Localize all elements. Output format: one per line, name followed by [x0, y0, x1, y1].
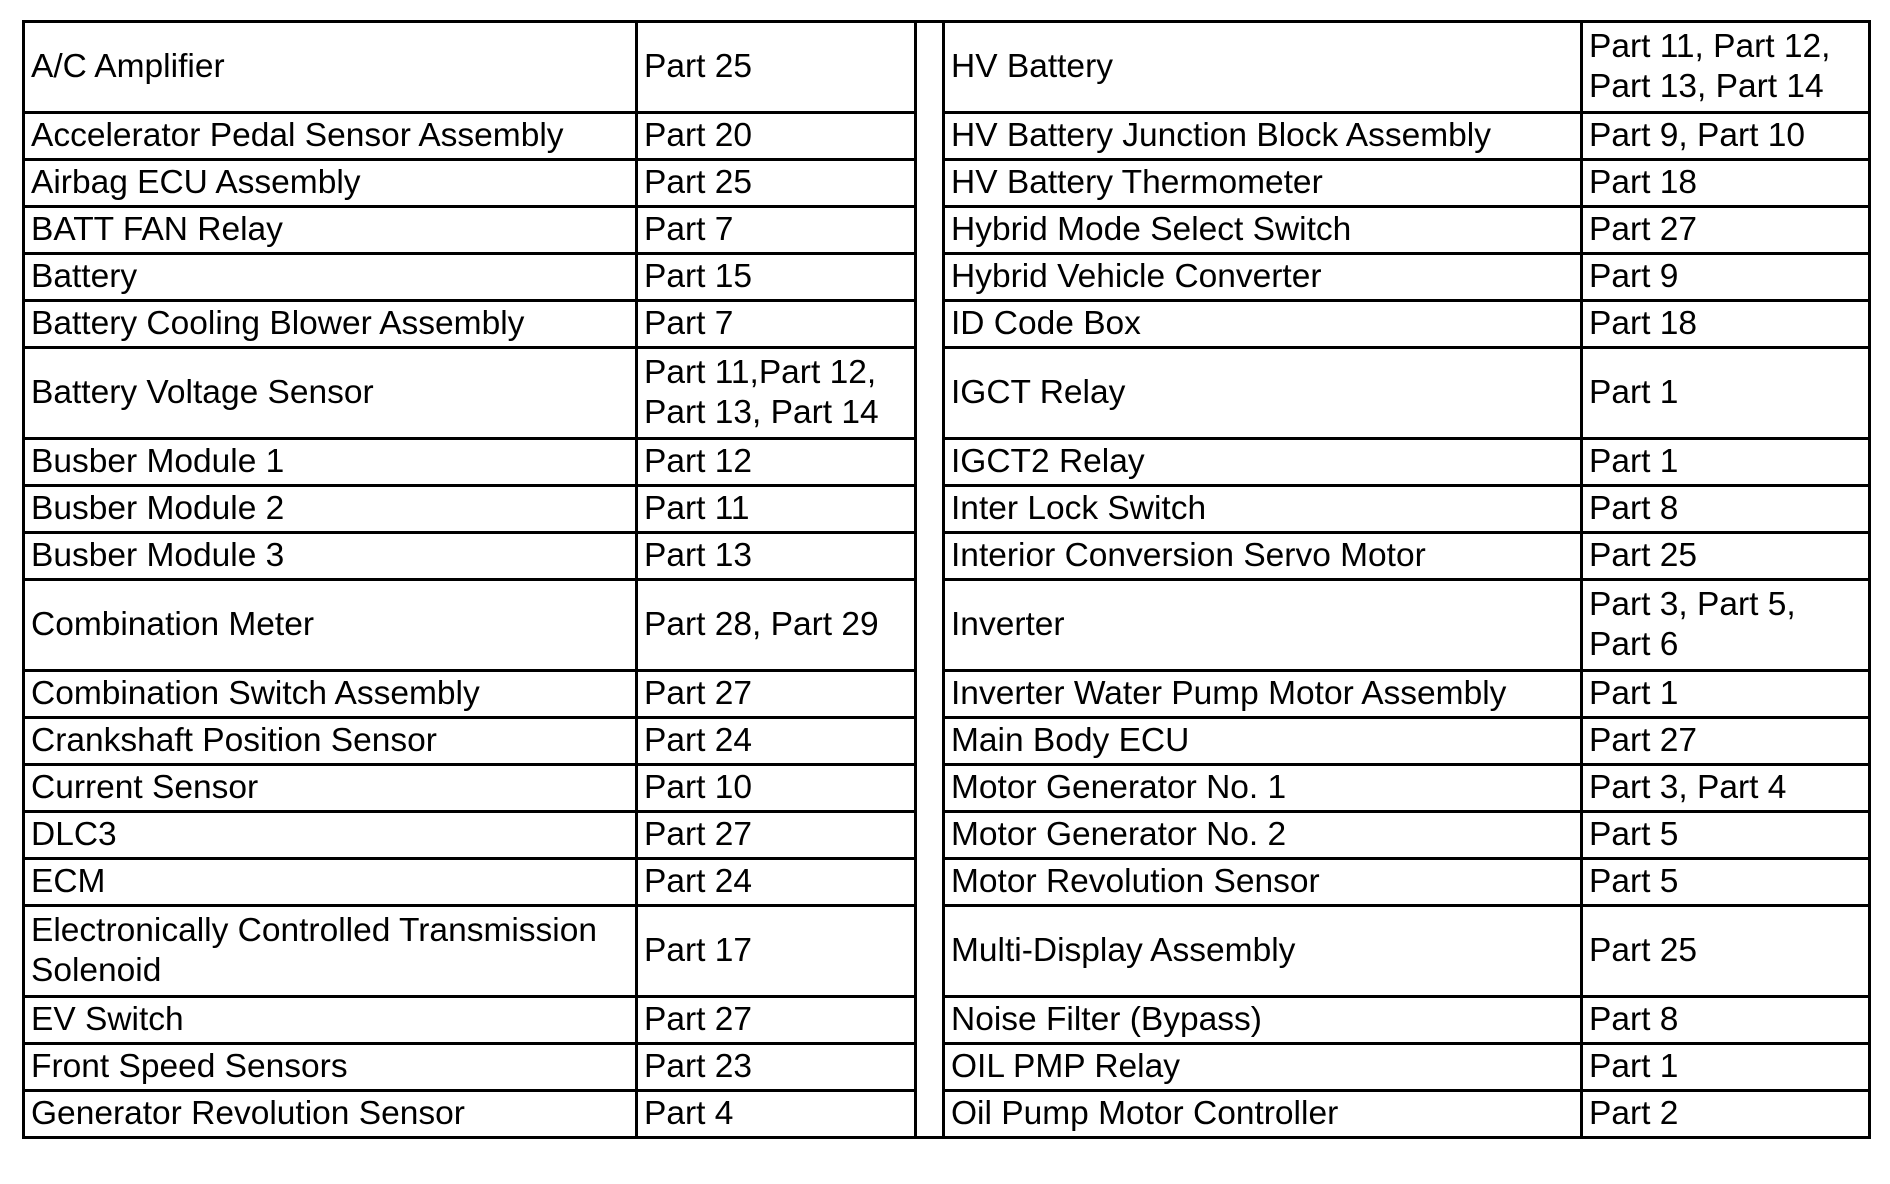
- left-component-cell: Accelerator Pedal Sensor Assembly: [24, 113, 637, 160]
- column-gap: [916, 113, 944, 160]
- left-location-cell: Part 24: [637, 718, 916, 765]
- right-location-cell: Part 11, Part 12, Part 13, Part 14: [1582, 22, 1870, 113]
- left-component-cell: Busber Module 1: [24, 439, 637, 486]
- table-row: [24, 812, 1870, 859]
- table-row: [24, 301, 1870, 348]
- column-gap: [916, 486, 944, 533]
- left-location-cell: Part 10: [637, 765, 916, 812]
- column-gap: [916, 671, 944, 718]
- left-location-cell: Part 25: [637, 22, 916, 113]
- right-location-cell: Part 18: [1582, 301, 1870, 348]
- right-location-cell: Part 25: [1582, 533, 1870, 580]
- left-component-cell: Generator Revolution Sensor: [24, 1091, 637, 1138]
- left-location-cell: Part 15: [637, 254, 916, 301]
- column-gap: [916, 533, 944, 580]
- column-gap: [916, 997, 944, 1044]
- right-location-cell: Part 8: [1582, 486, 1870, 533]
- right-component-cell: IGCT Relay: [944, 348, 1582, 439]
- left-location-cell: Part 24: [637, 859, 916, 906]
- table-row: [24, 906, 1870, 997]
- right-component-cell: Inverter Water Pump Motor Assembly: [944, 671, 1582, 718]
- right-location-cell: Part 18: [1582, 160, 1870, 207]
- left-location-cell: Part 27: [637, 671, 916, 718]
- right-location-cell: Part 5: [1582, 859, 1870, 906]
- left-component-cell: Busber Module 3: [24, 533, 637, 580]
- left-component-cell: Current Sensor: [24, 765, 637, 812]
- left-location-cell: Part 7: [637, 207, 916, 254]
- left-component-cell: Combination Meter: [24, 580, 637, 671]
- left-location-cell: Part 25: [637, 160, 916, 207]
- column-gap: [916, 1044, 944, 1091]
- right-component-cell: HV Battery Junction Block Assembly: [944, 113, 1582, 160]
- left-location-cell: Part 28, Part 29: [637, 580, 916, 671]
- column-gap: [916, 348, 944, 439]
- right-location-cell: Part 27: [1582, 718, 1870, 765]
- table-row: [24, 254, 1870, 301]
- column-gap: [916, 254, 944, 301]
- table-row: [24, 22, 1870, 113]
- right-component-cell: Main Body ECU: [944, 718, 1582, 765]
- right-component-cell: HV Battery Thermometer: [944, 160, 1582, 207]
- column-gap: [916, 301, 944, 348]
- right-component-cell: Inverter: [944, 580, 1582, 671]
- right-component-cell: Multi-Display Assembly: [944, 906, 1582, 997]
- left-location-cell: Part 7: [637, 301, 916, 348]
- table-row: [24, 997, 1870, 1044]
- right-component-cell: Motor Generator No. 1: [944, 765, 1582, 812]
- table-row: [24, 671, 1870, 718]
- column-gap: [916, 580, 944, 671]
- column-gap: [916, 22, 944, 113]
- table-row: [24, 348, 1870, 439]
- right-location-cell: Part 3, Part 4: [1582, 765, 1870, 812]
- column-gap: [916, 859, 944, 906]
- left-component-cell: Crankshaft Position Sensor: [24, 718, 637, 765]
- left-component-cell: Electronically Controlled Transmission Solenoid: [24, 906, 637, 997]
- right-component-cell: Interior Conversion Servo Motor: [944, 533, 1582, 580]
- left-location-cell: Part 27: [637, 812, 916, 859]
- right-component-cell: Inter Lock Switch: [944, 486, 1582, 533]
- column-gap: [916, 765, 944, 812]
- right-component-cell: HV Battery: [944, 22, 1582, 113]
- table-row: [24, 113, 1870, 160]
- left-component-cell: BATT FAN Relay: [24, 207, 637, 254]
- right-component-cell: IGCT2 Relay: [944, 439, 1582, 486]
- table-body: [24, 22, 1870, 1138]
- column-gap: [916, 160, 944, 207]
- left-location-cell: Part 11,Part 12, Part 13, Part 14: [637, 348, 916, 439]
- table-row: [24, 439, 1870, 486]
- left-location-cell: Part 23: [637, 1044, 916, 1091]
- column-gap: [916, 812, 944, 859]
- table-row: [24, 1091, 1870, 1138]
- table-row: [24, 859, 1870, 906]
- column-gap: [916, 207, 944, 254]
- left-component-cell: EV Switch: [24, 997, 637, 1044]
- right-component-cell: Hybrid Mode Select Switch: [944, 207, 1582, 254]
- right-location-cell: Part 1: [1582, 348, 1870, 439]
- right-component-cell: OIL PMP Relay: [944, 1044, 1582, 1091]
- right-component-cell: Noise Filter (Bypass): [944, 997, 1582, 1044]
- left-location-cell: Part 4: [637, 1091, 916, 1138]
- table-row: [24, 718, 1870, 765]
- left-component-cell: Battery Cooling Blower Assembly: [24, 301, 637, 348]
- left-component-cell: DLC3: [24, 812, 637, 859]
- right-location-cell: Part 25: [1582, 906, 1870, 997]
- left-component-cell: Airbag ECU Assembly: [24, 160, 637, 207]
- right-location-cell: Part 2: [1582, 1091, 1870, 1138]
- component-location-table: [22, 20, 1871, 1139]
- left-component-cell: ECM: [24, 859, 637, 906]
- left-location-cell: Part 17: [637, 906, 916, 997]
- column-gap: [916, 906, 944, 997]
- column-gap: [916, 718, 944, 765]
- right-location-cell: Part 1: [1582, 1044, 1870, 1091]
- left-component-cell: Battery Voltage Sensor: [24, 348, 637, 439]
- left-location-cell: Part 11: [637, 486, 916, 533]
- right-component-cell: Hybrid Vehicle Converter: [944, 254, 1582, 301]
- right-component-cell: Oil Pump Motor Controller: [944, 1091, 1582, 1138]
- right-location-cell: Part 27: [1582, 207, 1870, 254]
- table-row: [24, 160, 1870, 207]
- right-component-cell: Motor Generator No. 2: [944, 812, 1582, 859]
- right-location-cell: Part 9, Part 10: [1582, 113, 1870, 160]
- left-location-cell: Part 27: [637, 997, 916, 1044]
- right-location-cell: Part 5: [1582, 812, 1870, 859]
- left-location-cell: Part 20: [637, 113, 916, 160]
- right-location-cell: Part 1: [1582, 439, 1870, 486]
- left-component-cell: A/C Amplifier: [24, 22, 637, 113]
- right-location-cell: Part 9: [1582, 254, 1870, 301]
- right-component-cell: ID Code Box: [944, 301, 1582, 348]
- column-gap: [916, 439, 944, 486]
- left-component-cell: Busber Module 2: [24, 486, 637, 533]
- table-row: [24, 207, 1870, 254]
- right-component-cell: Motor Revolution Sensor: [944, 859, 1582, 906]
- table-row: [24, 580, 1870, 671]
- right-location-cell: Part 3, Part 5, Part 6: [1582, 580, 1870, 671]
- table-row: [24, 1044, 1870, 1091]
- table-row: [24, 486, 1870, 533]
- column-gap: [916, 1091, 944, 1138]
- left-component-cell: Battery: [24, 254, 637, 301]
- table-row: [24, 533, 1870, 580]
- table-row: [24, 765, 1870, 812]
- left-component-cell: Combination Switch Assembly: [24, 671, 637, 718]
- left-location-cell: Part 13: [637, 533, 916, 580]
- right-location-cell: Part 1: [1582, 671, 1870, 718]
- right-location-cell: Part 8: [1582, 997, 1870, 1044]
- left-location-cell: Part 12: [637, 439, 916, 486]
- left-component-cell: Front Speed Sensors: [24, 1044, 637, 1091]
